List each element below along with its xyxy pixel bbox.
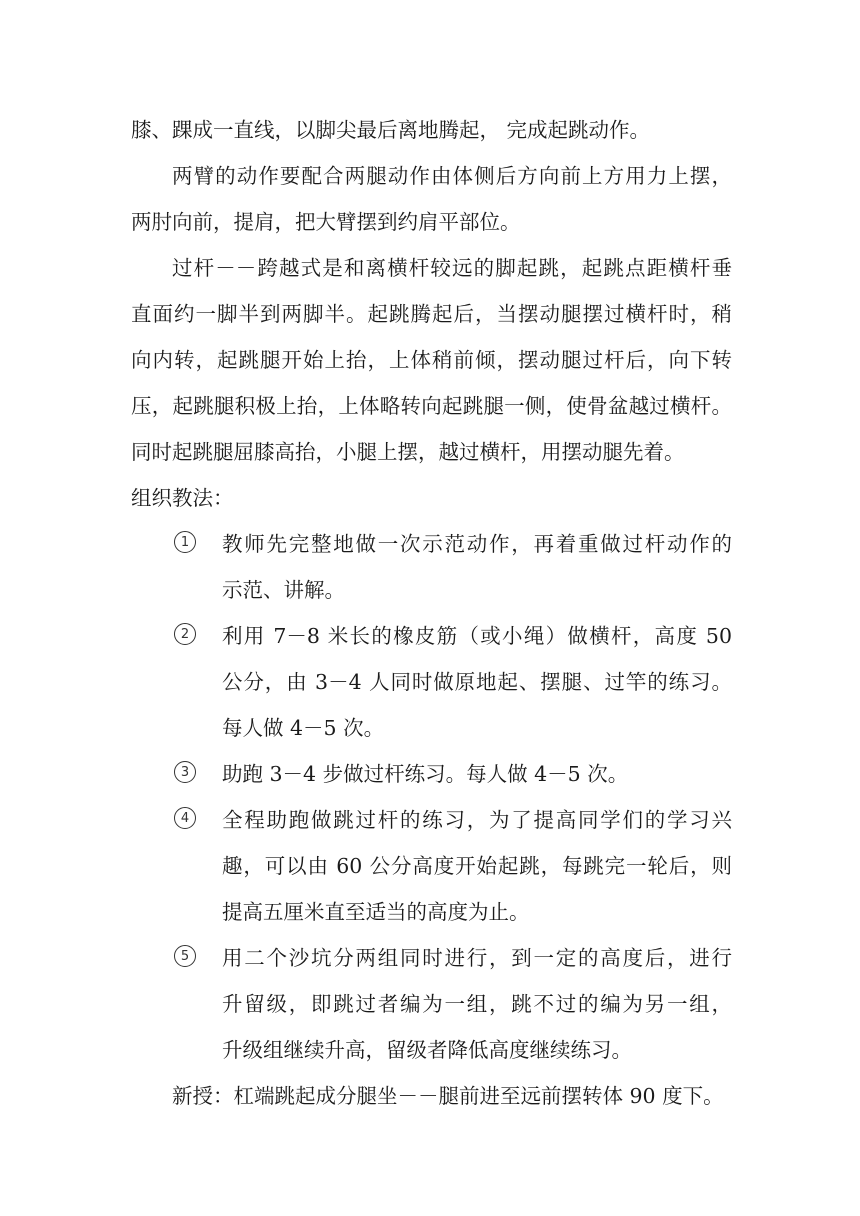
text-line: 利用 7－8 米长的橡皮筋（或小绳）做横杆，高度 50: [222, 624, 732, 648]
text-line: 示范、讲解。: [222, 578, 345, 602]
text-line: 全程助跑做跳过杆的练习，为了提高同学们的学习兴: [222, 808, 732, 832]
paragraph-new-lesson: [131, 1073, 732, 1119]
text-line: 用二个沙坑分两组同时进行，到一定的高度后，进行: [222, 946, 732, 970]
text-line: 助跑 3－4 步做过杆练习。每人做 4－5 次。: [222, 762, 629, 786]
list-item: [131, 521, 732, 613]
circled-number-icon: 3: [174, 761, 196, 783]
heading-text: 组织教法：: [131, 486, 234, 510]
text-line: 趣，可以由 60 公分高度开始起跳，每跳完一轮后，则: [222, 854, 732, 878]
text-line: 同时起跳腿屈膝高抬，小腿上摆，越过横杆，用摆动腿先着。: [131, 440, 685, 464]
text-line: 提高五厘米直至适当的高度为止。: [222, 900, 530, 924]
list-item: [131, 751, 732, 797]
circled-number-icon: 5: [174, 945, 196, 967]
list-item: [131, 797, 732, 935]
text-line: 两肘向前，提肩，把大臂摆到约肩平部位。: [131, 210, 521, 234]
document-page: [131, 107, 732, 1119]
text-line: 新授：杠端跳起成分腿坐－－腿前进至远前摆转体 90 度下。: [172, 1084, 724, 1108]
text-line: 每人做 4－5 次。: [222, 716, 385, 740]
list-item: [131, 613, 732, 751]
text-line: 公分，由 3－4 人同时做原地起、摆腿、过竿的练习。: [222, 670, 732, 694]
text-line: 两臂的动作要配合两腿动作由体侧后方向前上方用力上摆，: [172, 164, 732, 188]
paragraph-continuation: [131, 107, 732, 153]
circled-number-icon: 1: [174, 531, 196, 553]
circled-number-icon: 2: [174, 623, 196, 645]
text-line: 教师先完整地做一次示范动作，再着重做过杆动作的: [222, 532, 732, 556]
paragraph-bar-clearance: [131, 245, 732, 475]
circled-number-icon: 4: [174, 807, 196, 829]
text-line: 升级组继续升高，留级者降低高度继续练习。: [222, 1038, 632, 1062]
section-heading: [131, 475, 732, 521]
text-line: 向内转，起跳腿开始上抬，上体稍前倾，摆动腿过杆后，向下转: [131, 348, 732, 372]
paragraph-arm-motion: [131, 153, 732, 245]
numbered-list: [131, 521, 732, 1073]
text-line: 直面约一脚半到两脚半。起跳腾起后，当摆动腿摆过横杆时，稍: [131, 302, 732, 326]
text-line: 升留级，即跳过者编为一组，跳不过的编为另一组，: [222, 992, 732, 1016]
list-item: [131, 935, 732, 1073]
text-line: 压，起跳腿积极上抬，上体略转向起跳腿一侧，使骨盆越过横杆。: [131, 394, 732, 418]
text-line: 膝、踝成一直线，以脚尖最后离地腾起， 完成起跳动作。: [131, 118, 651, 142]
text-line: 过杆－－跨越式是和离横杆较远的脚起跳，起跳点距横杆垂: [172, 256, 732, 280]
